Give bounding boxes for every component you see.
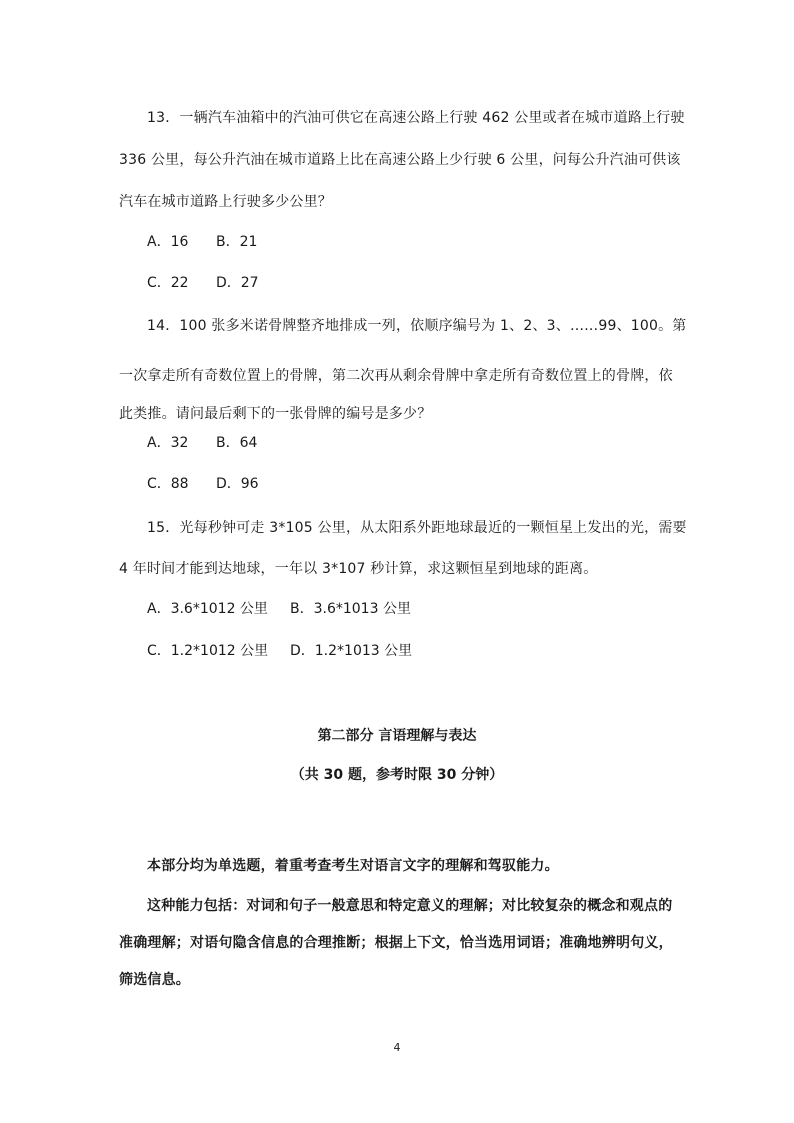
q15-option-c: C．1.2*1012 公里 [147, 643, 269, 659]
q13-text-line-3: 汽车在城市道路上行驶多少公里？ [119, 194, 332, 210]
q13-option-c: C．22 [147, 275, 189, 291]
q15-text-line-2: 4 年时间才能到达地球，一年以 3*107 秒计算，求这颗恒星到地球的距离。 [119, 561, 598, 577]
q13-text-line-2: 336 公里，每公升汽油在城市道路上比在高速公路上少行驶 6 公里，问每公升汽油可供该 [119, 152, 681, 168]
q13-option-d: D．27 [216, 275, 259, 291]
section-intro-2-line-1: 这种能力包括：对词和句子一般意思和特定意义的理解；对比较复杂的概念和观点的 [147, 898, 673, 914]
q14-text-line-1: 14．100 张多米诺骨牌整齐地排成一列，依顺序编号为 1、2、3、……99、100。第 [147, 318, 687, 334]
q15-option-a: A．3.6*1012 公里 [147, 601, 268, 617]
q13-option-a: A．16 [147, 234, 189, 250]
q14-option-c: C．88 [147, 476, 189, 492]
section-intro-2-line-2: 准确理解；对语句隐含信息的合理推断；根据上下文，恰当选用词语；准确地辨明句义， [119, 935, 673, 951]
section-intro-2-line-3: 筛选信息。 [119, 972, 190, 988]
q15-option-d: D．1.2*1013 公里 [290, 643, 413, 659]
q14-option-b: B．64 [216, 435, 258, 451]
section-intro-1: 本部分均为单选题，着重考查考生对语言文字的理解和驾驭能力。 [147, 858, 559, 874]
q15-option-b: B．3.6*1013 公里 [290, 601, 411, 617]
q13-option-b: B．21 [216, 234, 258, 250]
section-subtitle: （共 30 题，参考时限 30 分钟） [290, 767, 504, 783]
q14-text-line-3: 此类推。请问最后剩下的一张骨牌的编号是多少？ [119, 406, 432, 422]
section-title: 第二部分 言语理解与表达 [317, 728, 477, 744]
page-number: 4 [393, 1041, 401, 1054]
q14-option-a: A．32 [147, 435, 189, 451]
q14-text-line-2: 一次拿走所有奇数位置上的骨牌，第二次再从剩余骨牌中拿走所有奇数位置上的骨牌，依 [119, 368, 673, 384]
q14-option-d: D．96 [216, 476, 259, 492]
q13-text-line-1: 13．一辆汽车油箱中的汽油可供它在高速公路上行驶 462 公里或者在城市道路上行驶 [147, 110, 685, 126]
q15-text-line-1: 15．光每秒钟可走 3*105 公里，从太阳系外距地球最近的一颗恒星上发出的光，需要 [147, 520, 687, 536]
